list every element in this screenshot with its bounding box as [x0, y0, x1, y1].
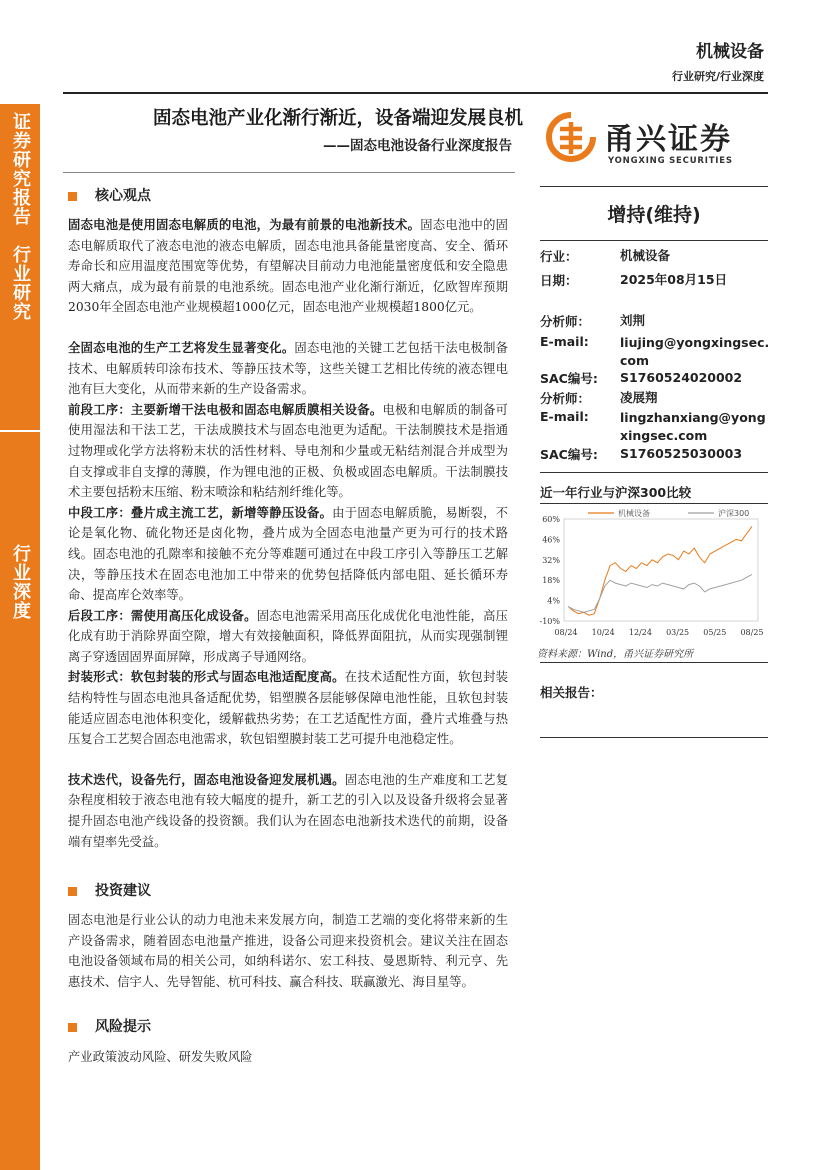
sidebar-text: 行业深度	[10, 544, 31, 620]
rating: 增持(维持)	[607, 204, 701, 226]
main-content	[68, 185, 508, 1067]
sidebar-text: 证券研究报告 行业研究	[10, 112, 31, 321]
logo-cn: 甬兴证券	[604, 122, 732, 157]
category-label: 机械设备	[696, 42, 764, 62]
x-tick-label: 03/25	[666, 628, 690, 637]
paragraph: 技术迭代，设备先行，固态电池设备迎发展机遇。固态电池的生产难度和工艺复杂程度相较于液态电池有较大幅度的提升，新工艺的引入以及设备升级将会显著提升固态电池产线设备的投资额。我们认为在固态电池新技术迭代的前期，设备端有望率先受益。	[68, 772, 508, 849]
paragraph: 全固态电池的生产工艺将发生显著变化。固态电池的关键工艺包括干法电极制备技术、电解质转印涂布技术、等静压技术等，这些关键工艺相比传统的液态锂电池有巨大变化，从而带来新的生产设备需求。	[68, 340, 508, 397]
title-divider	[63, 172, 515, 173]
report-subtitle: ——固态电池设备行业深度报告	[323, 138, 512, 154]
section-invest-header: 投资建议	[68, 880, 508, 902]
logo-mark-icon	[546, 112, 596, 162]
y-tick-label: -10%	[539, 617, 560, 626]
paragraph: 中段工序：叠片成主流工艺，新增等静压设备。由于固态电解质脆，易断裂，不论是氧化物、硫化物还是卤化物，叠片成为全固态电池量产更为可行的技术路线。固态电池的孔隙率和接触不充分等难题可通过在中段工序引入等静压工艺解决，等静压技术在固态电池加工中带来的优势包括降低内部电阻、延长循环寿命、提高库仑效率等。	[68, 505, 508, 603]
source-divider	[540, 662, 768, 663]
performance-chart	[532, 505, 768, 645]
rating-bottom-divider	[540, 240, 768, 241]
section-core-header: 核心观点	[68, 185, 508, 207]
chart-source: 资料来源：Wind，甬兴证券研究所	[537, 649, 694, 660]
report-type-label: 行业研究/行业深度	[671, 70, 764, 83]
series-line-0	[568, 526, 752, 615]
sidebar-report-depth	[0, 432, 40, 1170]
sidebar-report-type	[0, 104, 40, 430]
y-tick-label: 4%	[547, 596, 560, 606]
bullet-square-icon	[68, 887, 77, 896]
y-tick-label: 32%	[542, 555, 560, 565]
header-divider	[63, 92, 768, 94]
x-tick-label: 12/24	[628, 628, 652, 637]
series-line-1	[568, 574, 752, 612]
x-tick-label: 08/25	[740, 628, 764, 637]
rating-top-divider	[540, 186, 768, 187]
logo-en: YONGXING SECURITIES	[608, 156, 733, 166]
x-tick-label: 08/24	[554, 628, 578, 637]
header-meta	[672, 37, 764, 84]
y-tick-label: 46%	[542, 535, 560, 545]
x-tick-label: 05/25	[703, 628, 727, 637]
paragraph: 封装形式：软包封装的形式与固态电池适配度高。在技术适配性方面，软包封装结构特性与固态电池具备适配优势，铝塑膜各层能够保障电池性能，且软包封装能适应固态电池体积变化，缓解截热劣势；在工艺适配性方面，叠片式堆叠与热压复合工艺契合固态电池需求，软包铝塑膜封装工艺可提升电池稳定性。	[68, 670, 508, 747]
legend-label: 沪深300	[718, 509, 750, 518]
section-risk-header: 风险提示	[68, 1017, 508, 1039]
company-logo	[546, 110, 756, 170]
x-tick-label: 10/24	[591, 628, 615, 637]
bullet-square-icon	[68, 1023, 77, 1032]
chart-frame	[564, 519, 758, 621]
paragraph: 产业政策波动风险、研发失败风险	[68, 1049, 253, 1064]
legend-label: 机械设备	[618, 509, 650, 518]
report-title: 固态电池产业化渐行渐近，设备端迎发展良机	[152, 108, 523, 129]
paragraph: 固态电池是行业公认的动力电池未来发展方向，制造工艺端的变化将带来新的生产设备需求，随着固态电池量产推进，设备公司迎来投资机会。建议关注在固态电池设备领域布局的相关公司，如纳科诺尔、宏工科技、曼恩斯特、利元亨、先惠技术、信宇人、先导智能、杭可科技、赢合科技、联赢激光、海目星等。	[68, 913, 508, 989]
paragraph: 固态电池是使用固态电解质的电池，为最有前景的电池新技术。固态电池中的固态电解质取代了液态电池的液态电解质，固态电池具备能量密度高、安全、循环寿命长和应用温度范围宽等优势，有望解决目前动力电池能量密度低和安全隐患两大痛点，成为最有前景的电池系统。固态电池产业化渐行渐近，亿欧智库预期2030年全固态电池产业规模超1000亿元，固态电池产业规模超1800亿元。	[68, 218, 508, 315]
y-tick-label: 18%	[542, 576, 560, 586]
bullet-square-icon	[68, 192, 77, 201]
chart-title-divider	[540, 503, 768, 504]
paragraph: 前段工序：主要新增干法电极和固态电解质膜相关设备。电极和电解质的制备可使用湿法和干法工艺，干法成膜技术与固态电池更为适配。干法制膜技术是指通过物理或化学方法将粉末状的活性材料、导电剂和少量或无粘结剂混合并成型为自支撑或非自支撑的薄膜，作为锂电池的正极、负极或固态电解质。干法制膜技术主要包括粉末压缩、粉末喷涂和粘结剂纤维化等。	[68, 402, 508, 500]
chart-top-divider	[540, 472, 768, 473]
chart-title: 近一年行业与沪深300比较	[540, 485, 692, 500]
y-tick-label: 60%	[542, 515, 560, 524]
related-divider	[540, 737, 768, 738]
paragraph: 后段工序：需使用高压化成设备。固态电池需采用高压化成优化电池性能，高压化成有助于消除界面空隙，增大有效接触面积，降低界面阻抗，从而实现强制锂离子穿透固固界面屏障，形成离子导通网络。	[68, 608, 508, 664]
related-reports-label: 相关报告：	[540, 685, 603, 700]
